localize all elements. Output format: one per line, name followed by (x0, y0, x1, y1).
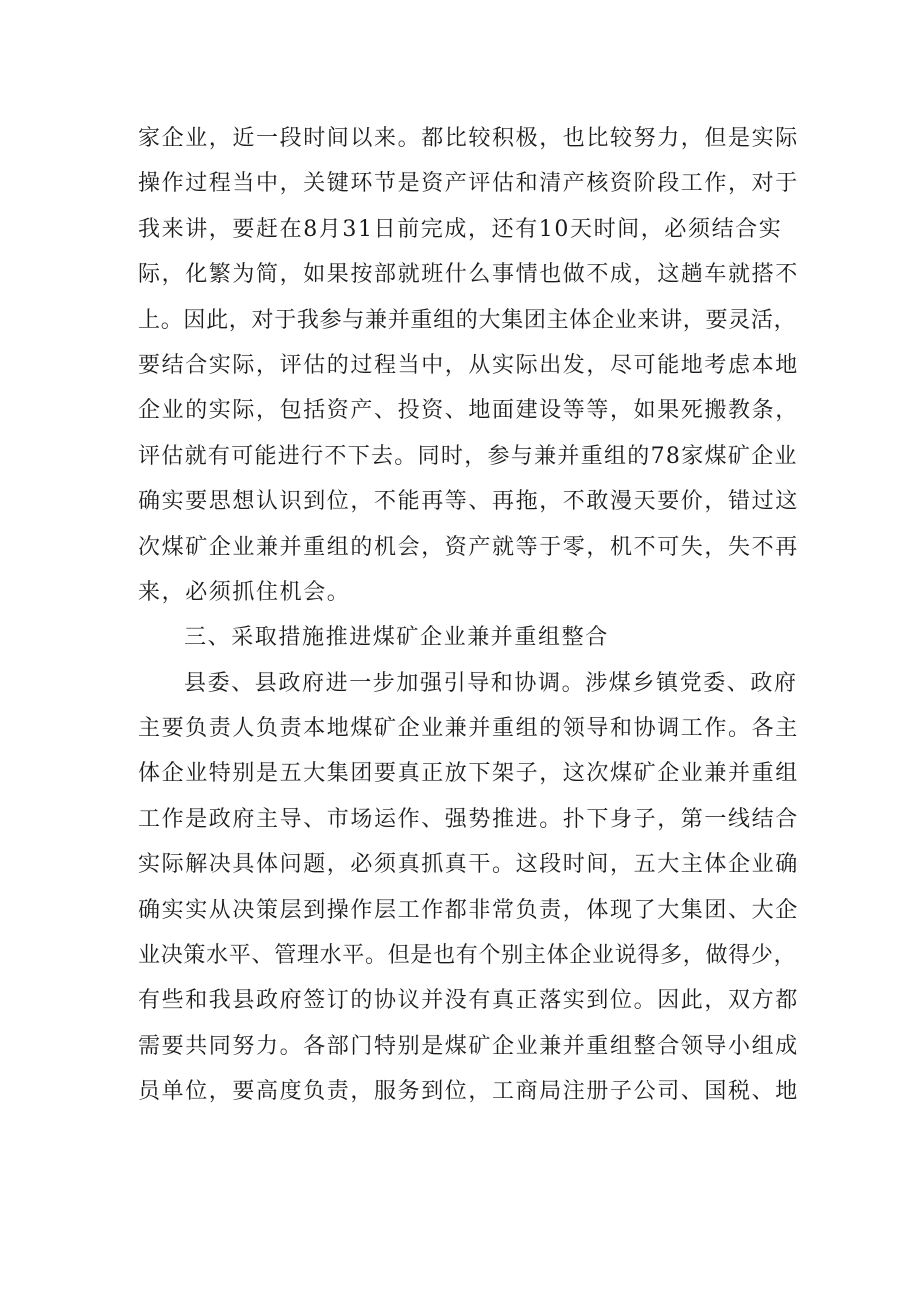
text-line: 评估就有可能进行不下去。同时，参与兼并重组的78家煤矿企业 (138, 443, 798, 469)
text-line: 上。因此，对于我参与兼并重组的大集团主体企业来讲，要灵活， (138, 307, 797, 333)
text-line: 要结合实际，评估的过程当中，从实际出发，尽可能地考虑本地 (138, 352, 799, 378)
text-line: 际，化繁为简，如果按部就班什么事情也做不成，这趟车就搭不 (138, 262, 799, 288)
text-line: 家企业，近一段时间以来。都比较积极，也比较努力，但是实际 (138, 126, 799, 151)
text-line: 次煤矿企业兼并重组的机会，资产就等于零，机不可失，失不再 (138, 534, 799, 560)
text-line: 实际解决具体问题，必须真抓真干。这段时间，五大主体企业确 (138, 852, 799, 878)
text-line: 操作过程当中，关键环节是资产评估和清产核资阶段工作，对于 (138, 171, 799, 197)
text-line: 企业的实际，包括资产、投资、地面建设等等，如果死搬教条， (138, 398, 799, 424)
text-line: 主要负责人负责本地煤矿企业兼并重组的领导和协调工作。各主 (138, 716, 799, 742)
text-line: 确实要思想认识到位，不能再等、再拖，不敢漫天要价，错过这 (138, 489, 799, 515)
section-heading: 三、采取措施推进煤矿企业兼并重组整合 (184, 625, 609, 651)
text-line: 来，必须抓住机会。 (138, 579, 351, 605)
text-line: 员单位，要高度负责，服务到位，工商局注册子公司、国税、地 (138, 1079, 799, 1105)
text-line: 确实实从决策层到操作层工作都非常负责，体现了大集团、大企 (138, 897, 799, 923)
text-line: 体企业特别是五大集团要真正放下架子，这次煤矿企业兼并重组 (138, 761, 799, 787)
paragraph-first-line: 县委、县政府进一步加强引导和协调。涉煤乡镇党委、政府 (184, 670, 798, 696)
text-line: 有些和我县政府签订的协议并没有真正落实到位。因此，双方都 (138, 988, 799, 1014)
body-text (138, 116, 803, 1115)
text-line: 业决策水平、管理水平。但是也有个别主体企业说得多，做得少， (138, 943, 797, 969)
text-line: 需要共同努力。各部门特别是煤矿企业兼并重组整合领导小组成 (138, 1033, 799, 1059)
text-line: 工作是政府主导、市场运作、强势推进。扑下身子，第一线结合 (138, 806, 799, 832)
text-line: 我来讲，要赶在8月31日前完成，还有10天时间，必须结合实 (138, 216, 783, 242)
